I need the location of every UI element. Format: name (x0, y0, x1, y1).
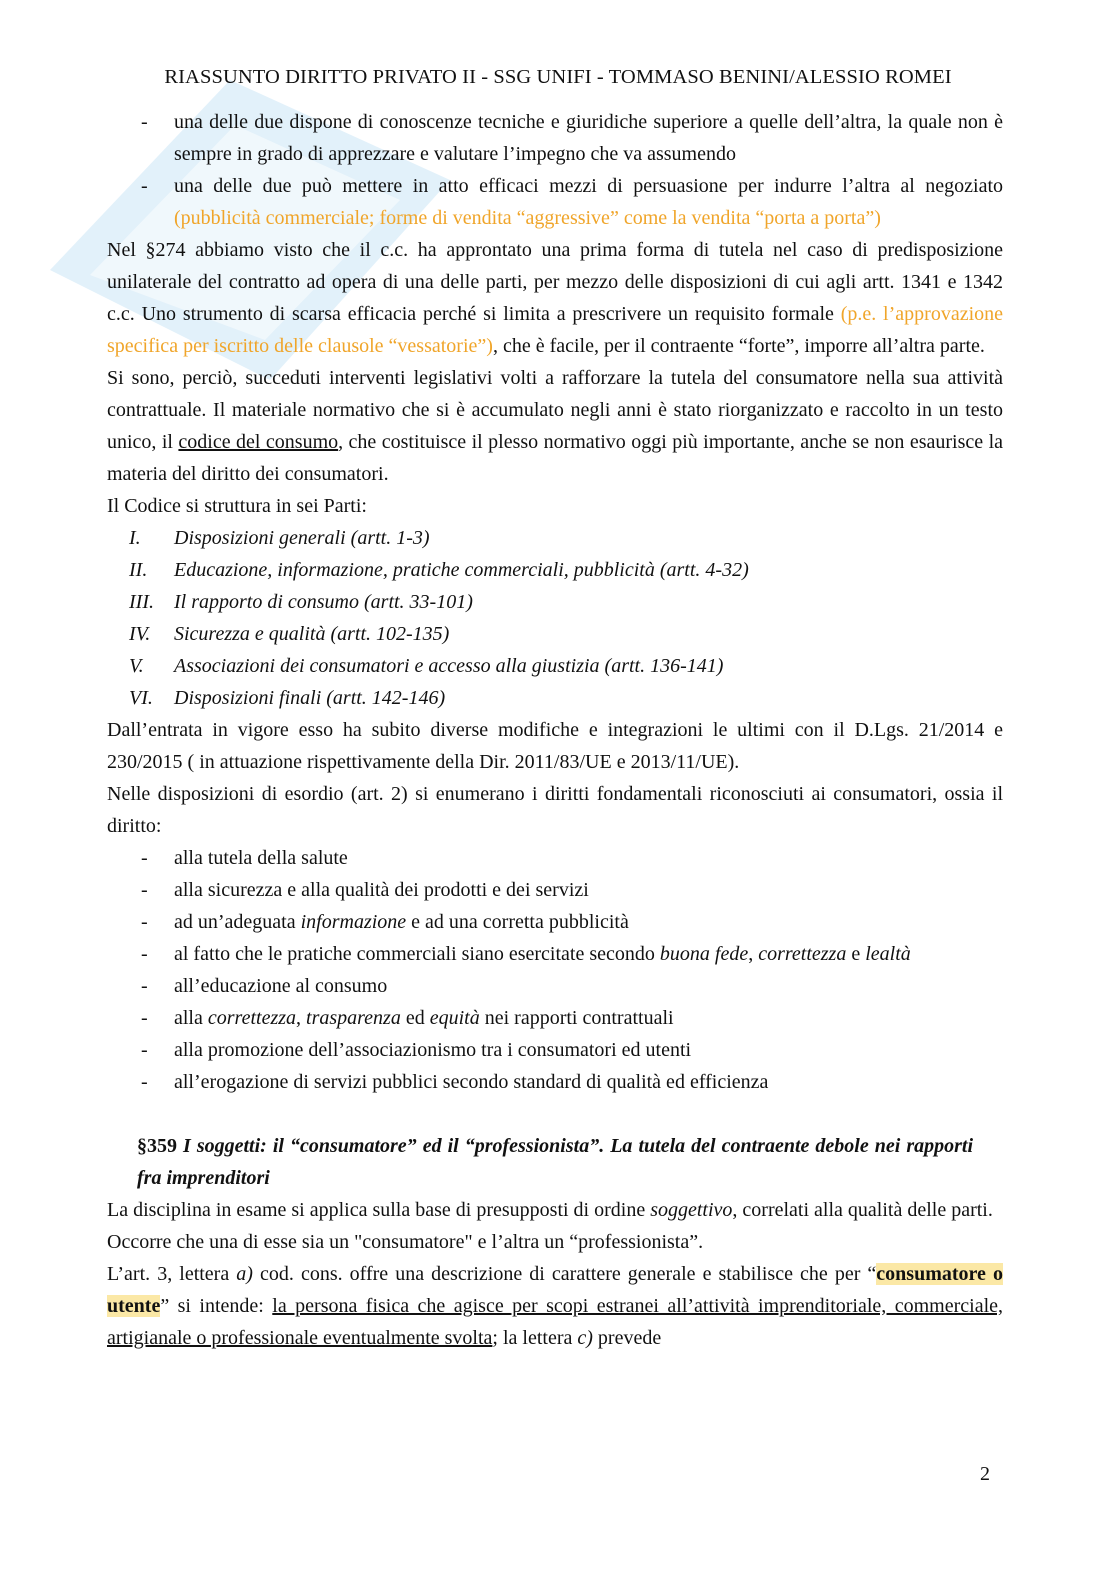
paragraph: Nel §274 abbiamo visto che il c.c. ha approntato una prima forma di tutela nel caso di predisposizione unilaterale del contratto ad opera di una delle parti, per mezzo delle disposizioni di cui agli artt. 1341 e 1342 c.c. Uno strumento di scarsa efficacia perché si limita a prescrivere un requisito formale (p.e. l’approvazione specifica per iscritto delle clausole “vessatorie”), che è facile, per il contraente “forte”, imporre all’altra parte. (107, 239, 1004, 357)
page-number: 2 (980, 1463, 990, 1485)
list-item: III. Il rapporto di consumo (artt. 33-101) (129, 591, 473, 613)
highlighted-term: consumatore o utente (107, 1263, 1003, 1317)
orange-annotation: (pubblicità commerciale; forme di vendita “aggressive” come la vendita “porta a porta”) (174, 207, 881, 229)
list-item: - alla correttezza, trasparenza ed equità nei rapporti contrattuali (107, 1002, 1003, 1034)
list-item: - alla sicurezza e alla qualità dei prodotti e dei servizi (107, 874, 1003, 906)
paragraph: Occorre che una di esse sia un "consumatore" e l’altra un “professionista”. (107, 1231, 704, 1253)
list-item: - al fatto che le pratiche commerciali siano esercitate secondo buona fede, correttezza e lealtà (107, 938, 1003, 970)
list-item: - una delle due può mettere in atto efficaci mezzi di persuasione per indurre l’altra al negoziato (pubblicità commerciale; forme di vendita “aggressive” come la vendita “porta a porta”) (107, 170, 1003, 234)
list-item: - una delle due dispone di conoscenze tecniche e giuridiche superiore a quelle dell’altra, la quale non è sempre in grado di apprezzare e valutare l’impegno che va assumendo (107, 106, 1003, 170)
list-item: - alla tutela della salute (107, 842, 1003, 874)
list-item: - all’educazione al consumo (107, 970, 1003, 1002)
list-item: VI. Disposizioni finali (artt. 142-146) (129, 687, 446, 709)
list-item: - alla promozione dell’associazionismo tra i consumatori ed utenti (107, 1034, 1003, 1066)
parts-list (107, 522, 1003, 714)
paragraph: Dall’entrata in vigore esso ha subito diverse modifiche e integrazioni le ultimi con il D.Lgs. 21/2014 e 230/2015 ( in attuazione rispettivamente della Dir. 2011/83/UE e 2013/11/UE). (107, 719, 1003, 773)
paragraph: Nelle disposizioni di esordio (art. 2) si enumerano i diritti fondamentali riconosciuti ai consumatori, ossia il diritto: (107, 783, 1003, 837)
underlined-term: codice del consumo (178, 431, 339, 453)
list-item: II. Educazione, informazione, pratiche commerciali, pubblicità (artt. 4-32) (129, 559, 749, 581)
paragraph: La disciplina in esame si applica sulla base di presupposti di ordine soggettivo, correlati alla qualità delle parti. (107, 1199, 993, 1221)
list-item: - all’erogazione di servizi pubblici secondo standard di qualità ed efficienza (107, 1066, 1003, 1098)
parts-intro: Il Codice si struttura in sei Parti: (107, 495, 367, 517)
paragraph: Si sono, perciò, succeduti interventi legislativi volti a rafforzare la tutela del consumatore nella sua attività contrattuale. Il materiale normativo che si è accumulato negli anni è stato riorganizzato e raccolto in un testo unico, il codice del consumo, che costituisce il plesso normativo oggi più importante, anche se non esaurisce la materia del diritto dei consumatori. (107, 367, 1003, 485)
rights-list (107, 842, 1003, 1098)
intro-bullet-list (107, 106, 1003, 234)
list-item: I. Disposizioni generali (artt. 1-3) (129, 527, 430, 549)
paragraph: L’art. 3, lettera a) cod. cons. offre una descrizione di carattere generale e stabilisce che per “consumatore o utente” si intende: la persona fisica che agisce per scopi estranei all’attività imprenditoriale, commerciale, artigianale o professionale eventualmente svolta; la lettera c) prevede (107, 1263, 1004, 1349)
document-body (107, 106, 1003, 1354)
orange-annotation: (p.e. l’approvazione specifica per iscritto delle clausole “vessatorie”) (107, 303, 1004, 357)
list-item: - ad un’adeguata informazione e ad una corretta pubblicità (107, 906, 1003, 938)
underlined-definition: la persona fisica che agisce per scopi estranei all’attività imprenditoriale, commerciale, artigianale o professionale eventualmente svolta (107, 1295, 1004, 1349)
list-item: IV. Sicurezza e qualità (artt. 102-135) (129, 623, 450, 645)
section-heading: §359 I soggetti: il “consumatore” ed il “professionista”. La tutela del contraente debole nei rapporti fra imprenditori (137, 1135, 973, 1189)
list-item: V. Associazioni dei consumatori e accesso alla giustizia (artt. 136-141) (129, 655, 724, 677)
page-header: RIASSUNTO DIRITTO PRIVATO II - SSG UNIFI - TOMMASO BENINI/ALESSIO ROMEI (164, 66, 952, 88)
